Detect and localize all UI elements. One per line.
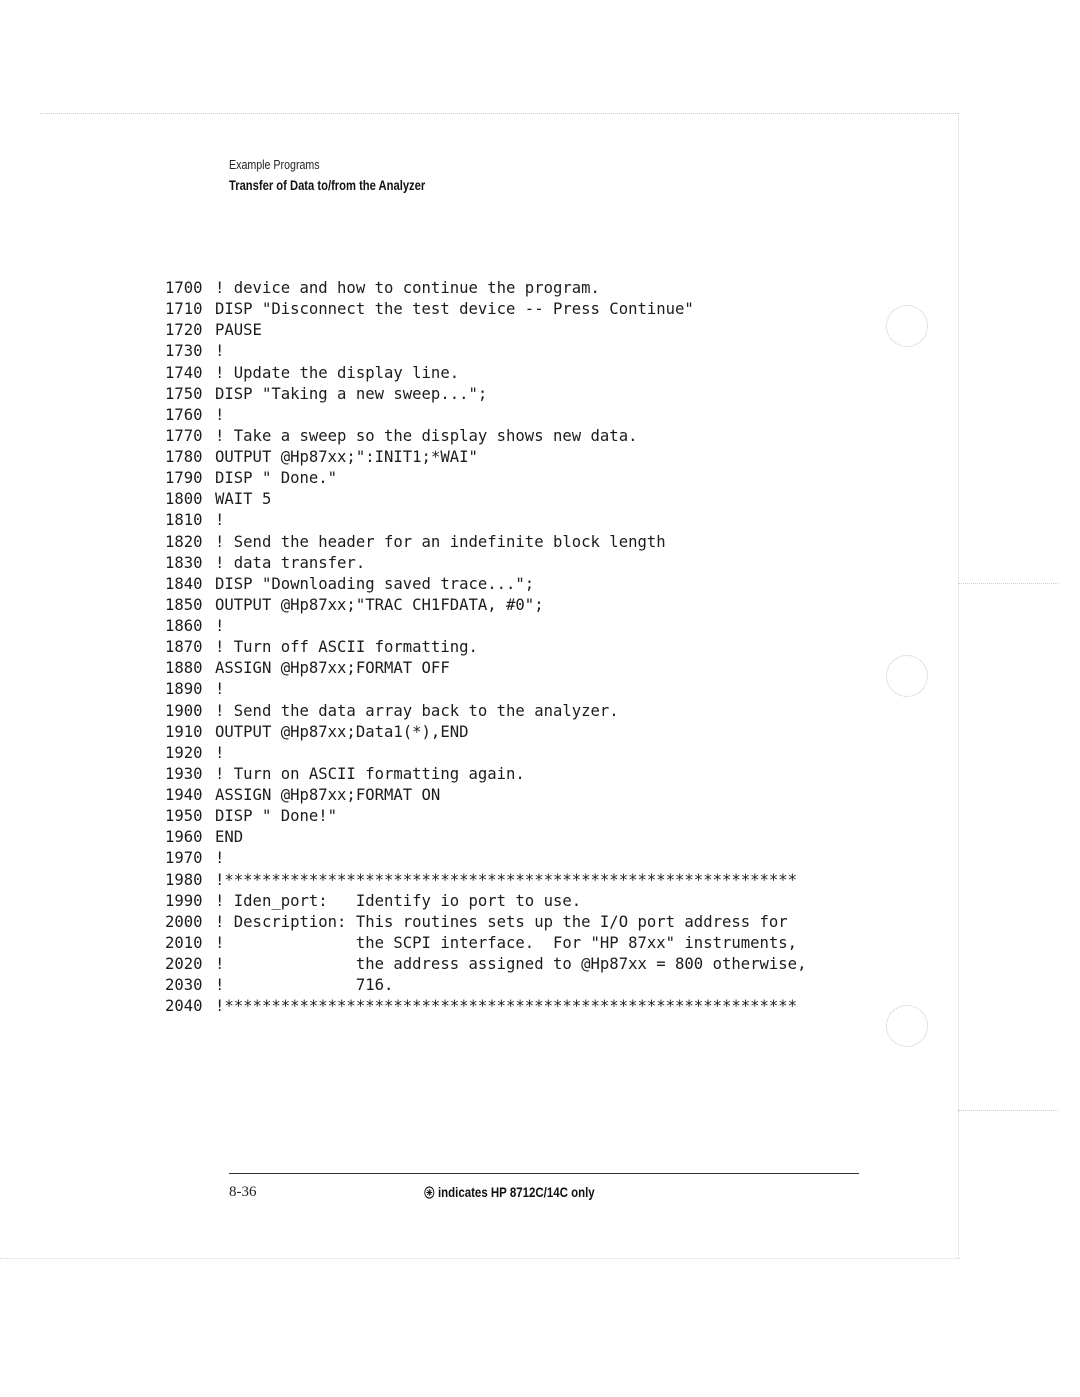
hp-logo-icon bbox=[424, 1186, 435, 1202]
code-line bbox=[165, 954, 806, 975]
code-line bbox=[165, 848, 806, 869]
scan-tab-line bbox=[958, 583, 1058, 584]
code-line bbox=[165, 405, 806, 426]
line-number: 1750 bbox=[165, 384, 203, 403]
line-number: 2020 bbox=[165, 955, 203, 973]
line-number: 1770 bbox=[165, 426, 203, 445]
code-line bbox=[165, 553, 806, 574]
line-number: 1920 bbox=[165, 743, 203, 762]
line-text: ! bbox=[215, 511, 225, 530]
line-number: 1730 bbox=[165, 342, 203, 361]
line-number: 1850 bbox=[165, 595, 203, 614]
section-label: Example Programs bbox=[229, 157, 320, 172]
code-line bbox=[165, 658, 806, 679]
page-header bbox=[229, 157, 474, 193]
line-text: ! device and how to continue the program. bbox=[215, 279, 600, 297]
line-number: 1940 bbox=[165, 786, 203, 804]
code-line bbox=[165, 996, 806, 1017]
line-text: ! bbox=[215, 849, 225, 868]
line-text: DISP " Done." bbox=[215, 469, 338, 488]
code-line bbox=[165, 764, 806, 785]
code-line bbox=[165, 489, 806, 510]
code-line bbox=[165, 637, 806, 658]
line-number: 1890 bbox=[165, 680, 203, 699]
punch-hole bbox=[886, 655, 928, 697]
line-number: 1760 bbox=[165, 405, 203, 424]
line-number: 1960 bbox=[165, 828, 203, 847]
code-line bbox=[165, 785, 806, 806]
scan-tab-line bbox=[958, 1110, 1058, 1111]
line-text: ! the SCPI interface. For "HP 87xx" instruments, bbox=[215, 933, 798, 952]
line-text: ! bbox=[215, 743, 225, 762]
line-number: 1810 bbox=[165, 511, 203, 530]
code-line bbox=[165, 363, 806, 384]
line-text: DISP "Downloading saved trace..."; bbox=[215, 574, 535, 593]
scan-edge-top bbox=[40, 113, 958, 114]
line-text: WAIT 5 bbox=[215, 490, 272, 509]
code-line bbox=[165, 870, 806, 891]
line-number: 1990 bbox=[165, 891, 203, 910]
line-number: 2010 bbox=[165, 933, 203, 952]
line-text: ! 716. bbox=[215, 976, 394, 995]
line-number: 2000 bbox=[165, 912, 203, 931]
line-text: OUTPUT @Hp87xx;"TRAC CH1FDATA, #0"; bbox=[215, 595, 544, 614]
line-number: 1870 bbox=[165, 638, 203, 657]
line-number: 1720 bbox=[165, 321, 203, 340]
line-number: 2030 bbox=[165, 976, 203, 995]
line-number: 1800 bbox=[165, 490, 203, 509]
line-number: 2040 bbox=[165, 997, 203, 1016]
code-line bbox=[165, 975, 806, 996]
line-text: ! Description: This routines sets up the I/O port address for bbox=[215, 912, 788, 931]
line-text: DISP "Disconnect the test device -- Press Continue" bbox=[215, 300, 694, 319]
scan-edge-bottom bbox=[0, 1258, 960, 1259]
line-text: PAUSE bbox=[215, 321, 262, 340]
line-text: ! Iden_port: Identify io port to use. bbox=[215, 891, 582, 910]
line-number: 1700 bbox=[165, 279, 203, 297]
line-text: ! the address assigned to @Hp87xx = 800 otherwise, bbox=[215, 955, 807, 973]
line-text: ! bbox=[215, 342, 225, 361]
line-number: 1820 bbox=[165, 532, 203, 551]
line-text: ! Turn off ASCII formatting. bbox=[215, 638, 478, 657]
code-line bbox=[165, 447, 806, 468]
line-number: 1930 bbox=[165, 764, 203, 783]
scan-edge-right bbox=[958, 113, 959, 1258]
code-line bbox=[165, 320, 806, 341]
line-number: 1860 bbox=[165, 617, 203, 635]
line-number: 1910 bbox=[165, 722, 203, 741]
line-text: OUTPUT @Hp87xx;Data1(*),END bbox=[215, 722, 469, 741]
punch-hole bbox=[886, 1005, 928, 1047]
line-number: 1970 bbox=[165, 849, 203, 868]
punch-hole bbox=[886, 305, 928, 347]
line-number: 1740 bbox=[165, 363, 203, 382]
code-line bbox=[165, 933, 806, 954]
line-number: 1830 bbox=[165, 553, 203, 572]
line-text: ASSIGN @Hp87xx;FORMAT ON bbox=[215, 786, 441, 804]
line-number: 1710 bbox=[165, 300, 203, 319]
line-text: ! data transfer. bbox=[215, 553, 366, 572]
line-text: DISP " Done!" bbox=[215, 807, 338, 826]
code-line bbox=[165, 510, 806, 531]
code-line bbox=[165, 701, 806, 722]
line-text: ! Send the header for an indefinite block length bbox=[215, 532, 666, 551]
code-line bbox=[165, 743, 806, 764]
line-text: ! bbox=[215, 405, 225, 424]
code-line bbox=[165, 595, 806, 616]
footer-rule bbox=[229, 1173, 859, 1174]
code-line bbox=[165, 574, 806, 595]
line-number: 1900 bbox=[165, 701, 203, 720]
line-text: !************************************************************* bbox=[215, 870, 798, 889]
line-number: 1790 bbox=[165, 469, 203, 488]
code-line bbox=[165, 891, 806, 912]
line-text: ! Send the data array back to the analyzer. bbox=[215, 701, 619, 720]
code-line bbox=[165, 616, 806, 637]
line-text: ASSIGN @Hp87xx;FORMAT OFF bbox=[215, 659, 450, 678]
code-line bbox=[165, 426, 806, 447]
code-line bbox=[165, 827, 806, 848]
line-text: ! Update the display line. bbox=[215, 363, 460, 382]
line-number: 1980 bbox=[165, 870, 203, 889]
code-listing bbox=[165, 278, 806, 1017]
code-line bbox=[165, 299, 806, 320]
line-text: END bbox=[215, 828, 244, 847]
code-line bbox=[165, 341, 806, 362]
footer-note-text: indicates HP 8712C/14C only bbox=[437, 1184, 595, 1200]
line-number: 1840 bbox=[165, 574, 203, 593]
code-line bbox=[165, 722, 806, 743]
code-line bbox=[165, 912, 806, 933]
line-text: ! bbox=[215, 617, 225, 635]
line-text: ! bbox=[215, 680, 225, 699]
line-number: 1880 bbox=[165, 659, 203, 678]
footer-note bbox=[424, 1184, 595, 1202]
line-text: ! Take a sweep so the display shows new data. bbox=[215, 426, 638, 445]
line-text: !************************************************************* bbox=[215, 997, 798, 1016]
code-line bbox=[165, 278, 806, 299]
page-number: 8-36 bbox=[229, 1184, 257, 1200]
code-line bbox=[165, 468, 806, 489]
line-text: OUTPUT @Hp87xx;":INIT1;*WAI" bbox=[215, 448, 478, 466]
code-line bbox=[165, 679, 806, 700]
code-line bbox=[165, 384, 806, 405]
line-text: ! Turn on ASCII formatting again. bbox=[215, 764, 525, 783]
line-number: 1950 bbox=[165, 807, 203, 826]
code-line bbox=[165, 806, 806, 827]
line-number: 1780 bbox=[165, 448, 203, 466]
section-title: Transfer of Data to/from the Analyzer bbox=[229, 177, 426, 193]
line-text: DISP "Taking a new sweep..."; bbox=[215, 384, 488, 403]
code-line bbox=[165, 532, 806, 553]
